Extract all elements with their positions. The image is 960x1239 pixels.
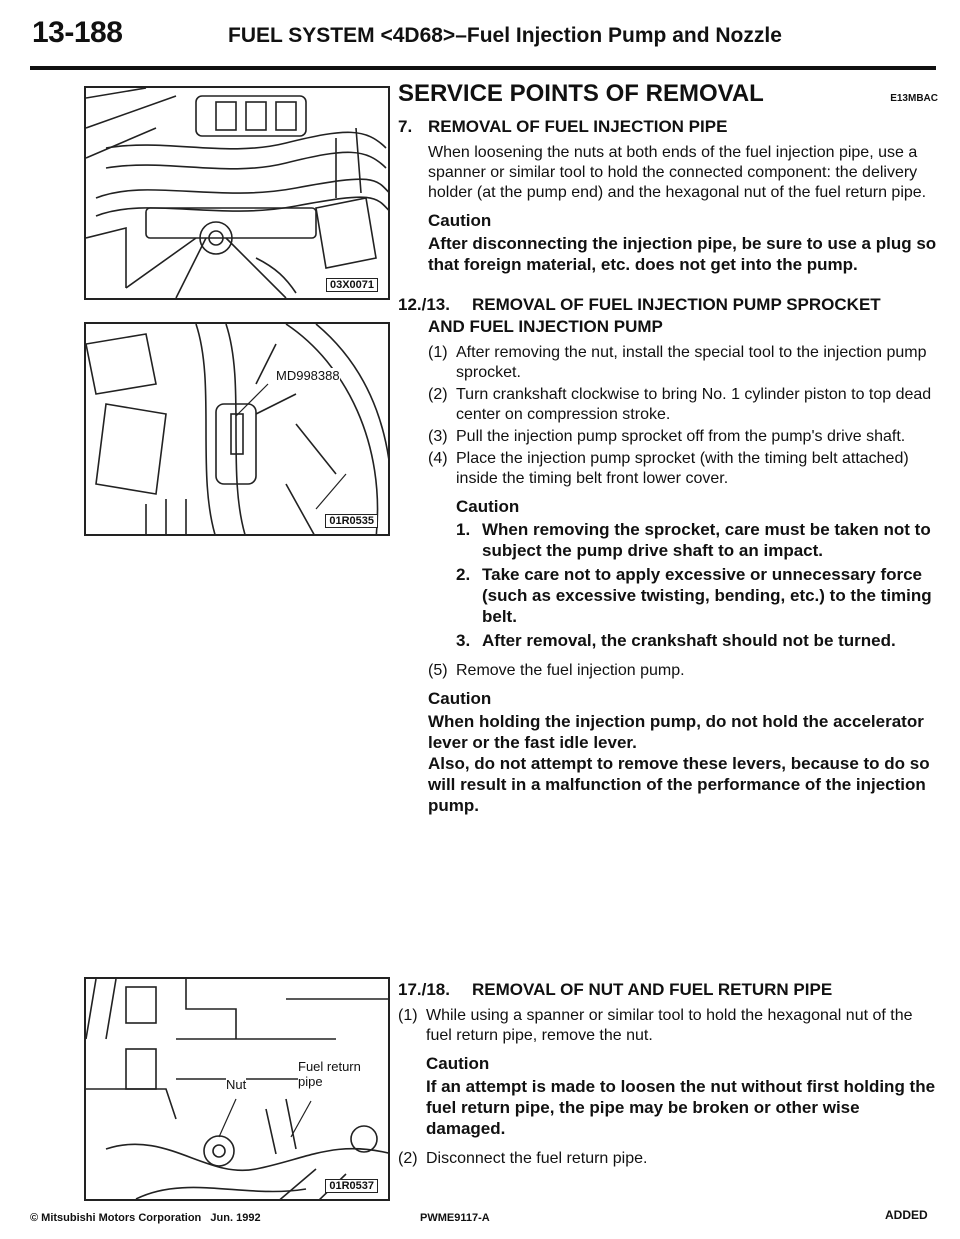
step-number: (1) [428, 344, 448, 361]
item-12-title-1: REMOVAL OF FUEL INJECTION PUMP SPROCKET [472, 295, 881, 314]
item-12-caution2-text-b: Also, do not attempt to remove these levers, because to do so will result in a malfunction of the performance of the injection pump. [428, 754, 930, 815]
figure-code: 01R0537 [325, 1179, 378, 1193]
fuel-return-pipe-label-line1: Fuel return [298, 1059, 361, 1074]
special-tool-label: MD998388 [276, 368, 340, 383]
item-17-heading [398, 980, 938, 1000]
nut-label: Nut [226, 1077, 247, 1092]
step-text: Disconnect the fuel return pipe. [426, 1150, 648, 1167]
item-12-heading [398, 295, 938, 315]
item-7-caution-label: Caution [428, 211, 492, 230]
caution-number: 1. [456, 520, 471, 539]
service-points-column [398, 80, 938, 826]
page-title: FUEL SYSTEM <4D68>–Fuel Injection Pump and Nozzle [228, 24, 782, 47]
section-title-row [398, 80, 938, 109]
caution-item [456, 519, 938, 561]
fuel-return-pipe-label-line2: pipe [298, 1074, 323, 1089]
item-17-caution-label: Caution [426, 1054, 490, 1073]
item-7-heading [398, 117, 938, 137]
item-17-caution [426, 1054, 938, 1139]
step [428, 427, 938, 447]
figure-code: 01R0535 [325, 514, 378, 528]
section-code: E13MBAC [890, 93, 938, 104]
item-12-steps [428, 343, 938, 489]
step [398, 1149, 938, 1169]
footer-doc-code: PWME9117-A [420, 1212, 490, 1224]
item-12-caution-label: Caution [456, 497, 520, 516]
step-text: Pull the injection pump sprocket off from the pump's drive shaft. [456, 428, 906, 445]
caution-number: 3. [456, 631, 471, 650]
step [428, 661, 938, 681]
step-text: After removing the nut, install the special tool to the injection pump sprocket. [456, 344, 927, 381]
item-7-caution-text: After disconnecting the injection pipe, be sure to use a plug so that foreign material, etc. does not get into the pump. [428, 234, 937, 274]
item-17-block [398, 980, 938, 1171]
caution-text: Take care not to apply excessive or unnecessary force (such as excessive twisting, bending, etc.) to the timing belt. [482, 565, 932, 626]
item-7-title: REMOVAL OF FUEL INJECTION PIPE [428, 117, 728, 136]
figure-sprocket-removal [84, 322, 390, 536]
step-number: (3) [428, 428, 448, 445]
step [428, 449, 938, 489]
caution-number: 2. [456, 565, 471, 584]
step-number: (4) [428, 450, 448, 467]
injection-pump-illustration [86, 88, 390, 300]
item-17-caution-text: If an attempt is made to loosen the nut without first holding the fuel return pipe, the pipe may be broken or other wise damaged. [426, 1077, 936, 1138]
caution-item [456, 630, 938, 651]
figure-injection-pipe-removal [84, 86, 390, 300]
item-12-caution2-text-a: When holding the injection pump, do not hold the accelerator lever or the fast idle lever. [428, 712, 924, 752]
footer-copyright: © Mitsubishi Motors Corporation Jun. 1992 [30, 1212, 261, 1224]
step [428, 343, 938, 383]
step-text: Remove the fuel injection pump. [456, 662, 685, 679]
item-12-caution2-label: Caution [428, 689, 492, 708]
caution-text: When removing the sprocket, care must be taken not to subject the pump drive shaft to an impact. [482, 520, 931, 560]
step-text: Turn crankshaft clockwise to bring No. 1 cylinder piston to top dead center on compression stroke. [456, 386, 932, 423]
step-number: (2) [398, 1150, 418, 1167]
item-7-text: When loosening the nuts at both ends of the fuel injection pipe, use a spanner or similar tool to hold the connected component: the delivery holder (at the pump end) and the hexagonal nut of the fuel return pipe. [428, 144, 927, 201]
item-12-title-2: AND FUEL INJECTION PUMP [428, 317, 663, 336]
item-17-title: REMOVAL OF NUT AND FUEL RETURN PIPE [472, 980, 833, 999]
caution-text: After removal, the crankshaft should not be turned. [482, 631, 896, 650]
step-text: Place the injection pump sprocket (with the timing belt attached) inside the timing belt front lower cover. [456, 450, 909, 487]
page-number: 13-188 [32, 16, 123, 49]
step-number: (5) [428, 662, 448, 679]
step-number: (2) [428, 386, 448, 403]
item-17-number: 17./18. [398, 980, 450, 999]
item-12-step-5 [428, 661, 938, 816]
fuel-return-pipe-label [298, 1059, 361, 1089]
item-7-body [428, 143, 938, 275]
sprocket-tool-illustration [86, 324, 390, 536]
caution-item [456, 564, 938, 627]
footer-added: ADDED [885, 1208, 928, 1222]
step [398, 1006, 938, 1046]
step-number: (1) [398, 1007, 418, 1024]
header-rule [30, 66, 936, 70]
item-12-number: 12./13. [398, 295, 450, 314]
item-7-number: 7. [398, 117, 413, 136]
figure-fuel-return-pipe [84, 977, 390, 1201]
figure-code: 03X0071 [326, 278, 378, 292]
item-12-cautions [456, 497, 938, 651]
step [428, 385, 938, 425]
step-text: While using a spanner or similar tool to hold the hexagonal nut of the fuel return pipe, remove the nut. [426, 1007, 913, 1044]
section-title: SERVICE POINTS OF REMOVAL [398, 80, 764, 107]
